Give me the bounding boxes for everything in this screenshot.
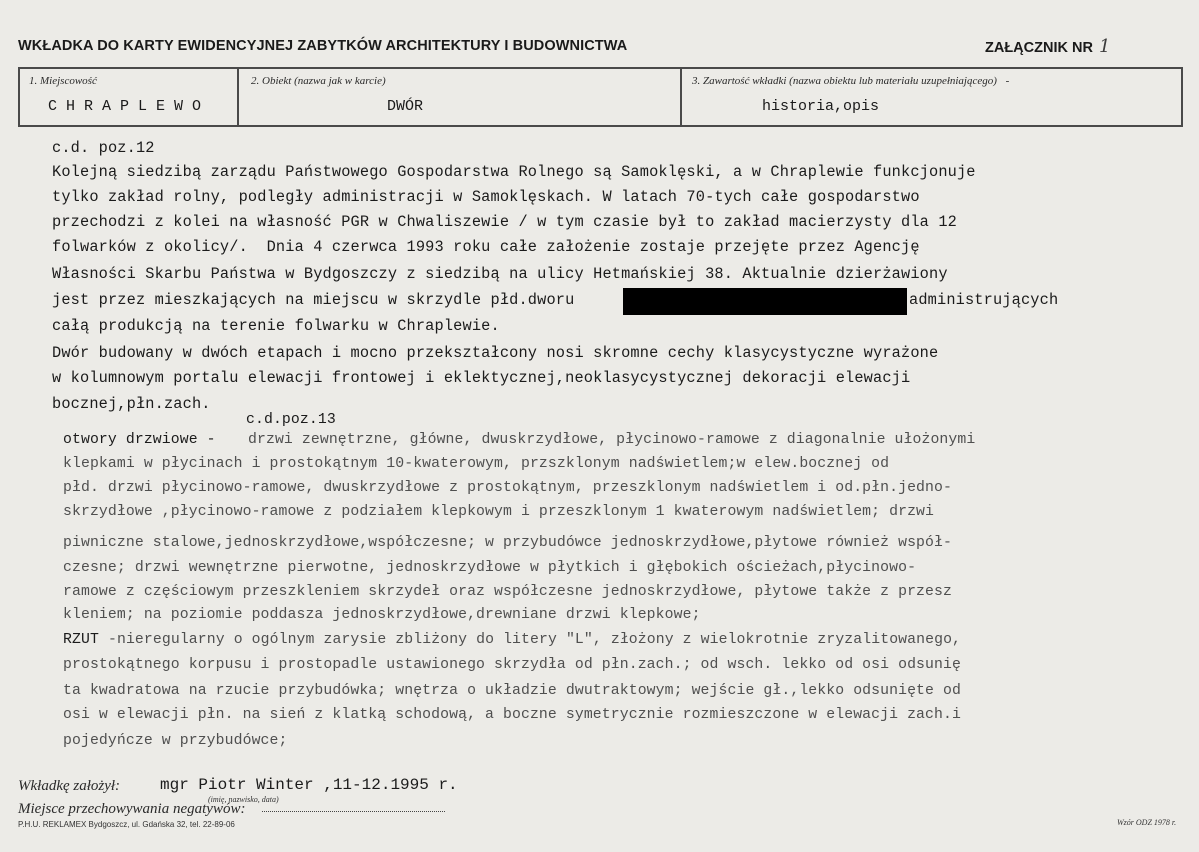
header-top-rule [18, 67, 1182, 69]
section-line: kleniem; na poziomie poddasza jednoskrzydłowe,drewniane drzwi klepkowe; [63, 607, 701, 623]
rzut-line: prostokątnego korpusu i prostopadle ustawionego skrzydła od płn.zach.; od wsch. lekko od osi odsunię [63, 657, 961, 673]
field-locality-label: 1. Miejscowość [29, 75, 97, 87]
body-line: bocznej,płn.zach. [52, 395, 211, 413]
header-left-border [18, 67, 20, 127]
made-by-value: mgr Piotr Winter ,11-12.1995 r. [160, 776, 458, 794]
section-heading: c.d.poz.13 [246, 412, 336, 428]
storage-dotted-line [262, 811, 445, 812]
body-line: tylko zakład rolny, podległy administracji w Samoklęskach. W latach 70-tych całe gospodarstwo [52, 188, 920, 206]
field-content-label [692, 75, 1009, 87]
body-line: folwarków z okolicy/. Dnia 4 czerwca 1993 roku całe założenie zostaje przejęte przez Agencję [52, 238, 920, 256]
redaction-box [623, 288, 907, 315]
field-object-value: DWÓR [387, 98, 424, 115]
section-line: płd. drzwi płycinowo-ramowe, dwuskrzydłowe z prostokątnym, przeszklonym nadświetlem i od.płn.jedno- [63, 480, 952, 496]
body-line: Dwór budowany w dwóch etapach i mocno przekształcony nosi skromne cechy klasycystyczne wyrażone [52, 344, 939, 362]
attachment-label-text: ZAŁĄCZNIK NR [985, 40, 1093, 56]
body-line: jest przez mieszkających na miejscu w skrzydle płd.dworu [52, 291, 575, 309]
field-locality-value: C H R A P L E W O [48, 98, 202, 115]
body-line: przechodzi z kolei na własność PGR w Chwaliszewie / w tym czasie był to zakład macierzysty dla 12 [52, 213, 957, 231]
field-content-dash: - [1005, 75, 1010, 87]
printer-imprint: P.H.U. REKLAMEX Bydgoszcz, ul. Gdańska 32, tel. 22-89-06 [18, 820, 235, 829]
section-line: czesne; drzwi wewnętrzne pierwotne, jednoskrzydłowe w płytkich i głębokich ościeżach,płycinowo- [63, 560, 917, 576]
attachment-label [985, 36, 1110, 57]
section-line: ramowe z częściowym przeszkleniem skrzydeł oraz współczesne jednoskrzydłowe, płytowe także z przesz [63, 584, 952, 600]
body-line: administrujących [909, 291, 1059, 309]
storage-label: Miejsce przechowywania negatywów: [18, 801, 246, 817]
rzut-line: pojedyńcze w przybudówce; [63, 733, 288, 749]
made-by-label: Wkładkę założył: [18, 778, 121, 794]
document-title: WKŁADKA DO KARTY EWIDENCYJNEJ ZABYTKÓW ARCHITEKTURY I BUDOWNICTWA [18, 38, 628, 54]
rzut-line: -nieregularny o ogólnym zarysie zbliżony do litery "L", złożony z wielokrotnie zryzalitowanego, [99, 632, 962, 648]
header-right-border [1181, 67, 1183, 127]
section-lead: otwory drzwiowe - [63, 432, 216, 448]
section-line: piwniczne stalowe,jednoskrzydłowe,współczesne; w przybudówce jednoskrzydłowe,płytowe również współ- [63, 535, 952, 551]
section-line: klepkami w płycinach i prostokątnym 10-kwaterowym, przszklonym nadświetlem;w elew.bocznej od [63, 456, 890, 472]
body-line: w kolumnowym portalu elewacji frontowej i eklektycznej,neoklasycystycznej dekoracji elewacji [52, 369, 911, 387]
rzut-line: ta kwadratowa na rzucie przybudówka; wnętrza o układzie dwutraktowym; wejście gł.,lekko odsunięte od [63, 683, 961, 699]
form-reference: Wzór ODZ 1978 r. [1117, 818, 1177, 827]
field-content-value: historia,opis [762, 98, 880, 115]
rzut-line: osi w elewacji płn. na sień z klatką schodową, a boczne symetrycznie rozmieszczone w elewacji zach.i [63, 707, 961, 723]
body-line: całą produkcją na terenie folwarku w Chraplewie. [52, 317, 500, 335]
rzut-lead: RZUT [63, 632, 99, 648]
header-divider-2 [680, 67, 682, 127]
made-by-hint: (imię, nazwisko, data) [208, 795, 279, 804]
body-line: Kolejną siedzibą zarządu Państwowego Gospodarstwa Rolnego są Samoklęski, a w Chraplewie funkcjonuje [52, 163, 976, 181]
header-divider-1 [237, 67, 239, 127]
body-line: c.d. poz.12 [52, 139, 155, 157]
section-line: skrzydłowe ,płycinowo-ramowe z podziałem klepkowym i przeszklonym 1 kwaterowym nadświetlem; drzwi [63, 504, 935, 520]
field-object-label: 2. Obiekt (nazwa jak w karcie) [251, 75, 386, 87]
field-content-label-text: 3. Zawartość wkładki (nazwa obiektu lub materiału uzupełniającego) [692, 75, 997, 87]
section-line: drzwi zewnętrzne, główne, dwuskrzydłowe, płycinowo-ramowe z diagonalnie ułożonymi [248, 432, 976, 448]
body-line: Własności Skarbu Państwa w Bydgoszczy z siedzibą na ulicy Hetmańskiej 38. Aktualnie dzierżawiony [52, 265, 948, 283]
header-bottom-rule [18, 125, 1182, 127]
attachment-number: 1 [1098, 36, 1111, 57]
